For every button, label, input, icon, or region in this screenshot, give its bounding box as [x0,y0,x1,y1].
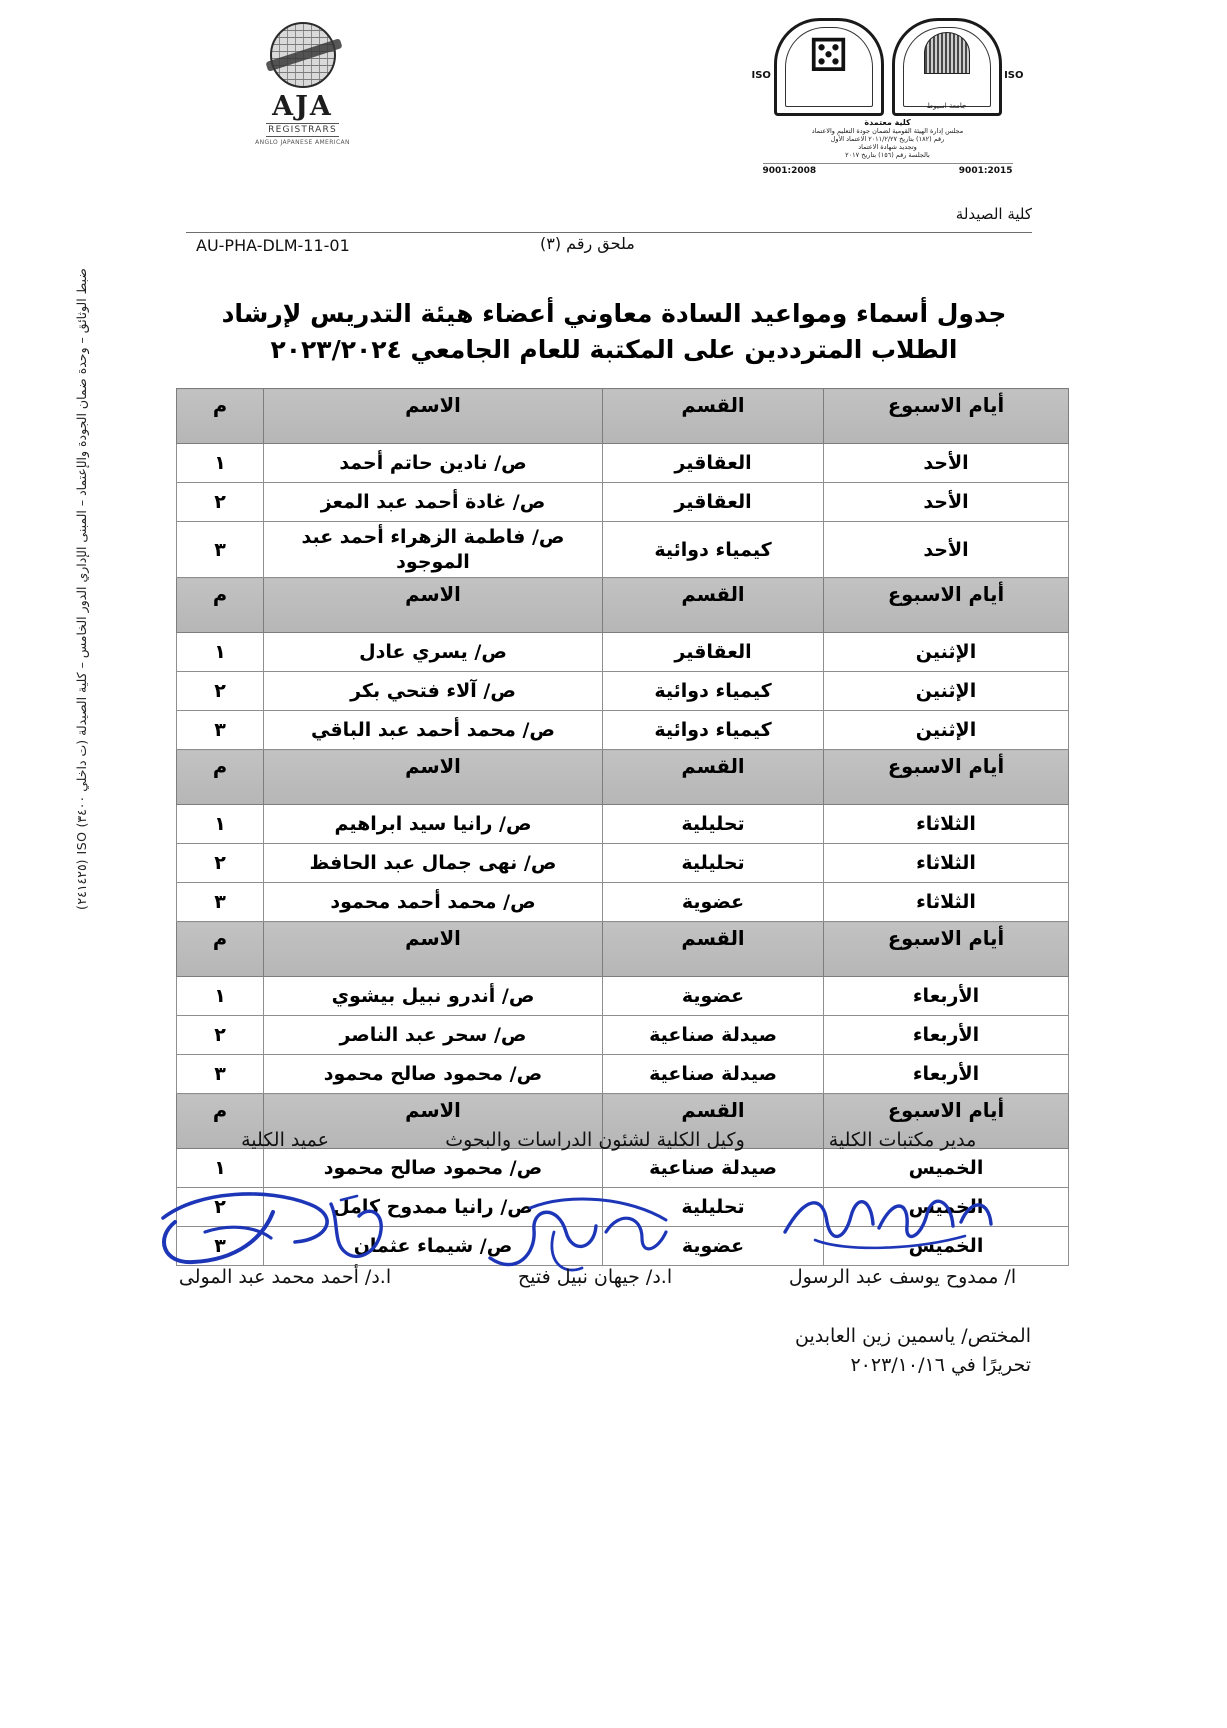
header-cell-days: أيام الاسبوع [824,1094,1069,1149]
cell-name: ص/ يسري عادل [264,633,603,672]
globe-icon [270,22,336,88]
iso-code-right: 9001:2008 [762,165,817,176]
cell-dept: تحليلية [603,1188,824,1227]
header-cell-name: الاسم [264,750,603,805]
signature-ink-director [775,1174,1005,1254]
header-cell-dept: القسم [603,922,824,977]
table-row [177,483,1069,522]
cell-dept: تحليلية [603,844,824,883]
header-cell-dept: القسم [603,1094,824,1149]
page-title [196,296,1032,369]
signature-role-vice-dean: وكيل الكلية لشئون الدراسات والبحوث [445,1129,745,1151]
header-cell-num: م [177,389,264,444]
aja-logo-registrars: REGISTRARS [268,125,337,135]
cell-dept: كيمياء دوائية [603,522,824,578]
cell-num: ٣ [177,711,264,750]
cell-day: الخميس [824,1188,1069,1227]
cell-name: ص/ رانيا ممدوح كامل [264,1188,603,1227]
accreditation-caption [760,118,1015,160]
header-cell-days: أيام الاسبوع [824,389,1069,444]
table-row [177,1055,1069,1094]
cell-dept: العقاقير [603,483,824,522]
cell-num: ١ [177,444,264,483]
signature-name-vice-dean: ا.د/ جيهان نبيل فتيح [517,1266,673,1288]
cell-day: الإثنين [824,633,1069,672]
table-header-row [177,922,1069,977]
iso-badge-right: ISO [1004,70,1024,81]
cell-num: ١ [177,633,264,672]
cell-name: ص/ نادين حاتم أحمد [264,444,603,483]
college-header: كلية الصيدلة [955,205,1032,223]
table-row [177,633,1069,672]
cell-num: ٣ [177,1055,264,1094]
header-cell-dept: القسم [603,578,824,633]
footer-written-on: تحريرًا في ٢٠٢٣/١٠/١٦ [850,1354,1031,1377]
signature-role-dean: عميد الكلية [241,1129,329,1151]
cell-num: ٢ [177,1016,264,1055]
cell-num: ١ [177,805,264,844]
university-accreditation-logo [751,18,1024,176]
aja-logo [255,22,350,157]
cell-day: الخميس [824,1149,1069,1188]
cell-name: ص/ سحر عبد الناصر [264,1016,603,1055]
header-cell-days: أيام الاسبوع [824,750,1069,805]
cell-name: ص/ محمود صالح محمود [264,1055,603,1094]
cell-num: ٢ [177,844,264,883]
cell-name: ص/ آلاء فتحي بكر [264,672,603,711]
table-row [177,1016,1069,1055]
accreditation-line-5: بالجلسة رقم (١٥٦) بتاريخ ٢٠١٧ [845,151,930,160]
cell-dept: تحليلية [603,805,824,844]
cell-dept: صيدلة صناعية [603,1055,824,1094]
aja-logo-title: AJA [272,91,333,122]
cell-day: الإثنين [824,711,1069,750]
header-cell-num: م [177,578,264,633]
header-cell-num: م [177,750,264,805]
accreditation-line-1: كلية معتمدة [864,118,911,127]
iso-code-left: 9001:2015 [958,165,1013,176]
cell-dept: العقاقير [603,633,824,672]
header-cell-num: م [177,1094,264,1149]
cell-num: ١ [177,1149,264,1188]
cell-num: ١ [177,977,264,1016]
cell-day: الأحد [824,444,1069,483]
cell-day: الأحد [824,522,1069,578]
cell-day: الإثنين [824,672,1069,711]
accreditation-line-4: وتجديد شهادة الاعتماد [858,143,917,152]
header-cell-name: الاسم [264,922,603,977]
margin-side-text: ضبط الوثائق – وحدة ضمان الجودة والإعتماد – المبنى الإداري الدور الخامس – كلية الصيدلة (ت داخلي ٣٤٠٠) ISO (٢٤١٤٢٥) [74,268,89,910]
cell-day: الأحد [824,483,1069,522]
page-title-line-2: الطلاب المترددين على المكتبة للعام الجامعي ٢٠٢٣/٢٠٢٤ [270,335,958,365]
table-row [177,844,1069,883]
cell-dept: صيدلة صناعية [603,1016,824,1055]
cell-name: ص/ غادة أحمد عبد المعز [264,483,603,522]
cell-day: الثلاثاء [824,883,1069,922]
cell-num: ٣ [177,522,264,578]
cell-num: ٣ [177,1227,264,1266]
cell-day: الأربعاء [824,977,1069,1016]
cell-day: الأربعاء [824,1055,1069,1094]
header-cell-num: م [177,922,264,977]
header-cell-name: الاسم [264,1094,603,1149]
signature-ink-vice-dean [470,1188,700,1278]
serpent-bowl-icon: ⚄ [808,28,849,82]
cell-name: ص/ نهى جمال عبد الحافظ [264,844,603,883]
dome-icon [924,32,970,74]
university-seal [892,18,1002,116]
seal-group [751,18,1024,116]
cell-num: ٢ [177,1188,264,1227]
cell-dept: العقاقير [603,444,824,483]
cell-dept: كيمياء دوائية [603,672,824,711]
cell-dept: عضوية [603,977,824,1016]
header-cell-name: الاسم [264,578,603,633]
cell-name: ص/ محمد أحمد محمود [264,883,603,922]
signature-block-dean [150,1126,420,1288]
cell-name: ص/ شيماء عثمان [264,1227,603,1266]
aja-logo-subtitle: ANGLO JAPANESE AMERICAN [255,139,350,146]
university-seal-caption: جامعة اسيوط [926,102,967,110]
document-code: AU-PHA-DLM-11-01 [196,236,350,255]
accreditation-line-3: رقم (١٨٢) بتاريخ ٢٠١١/٢/٢٧ الاعتماد الأول [830,135,945,144]
table-row [177,522,1069,578]
cell-num: ٢ [177,672,264,711]
table-header-row [177,389,1069,444]
cell-name: ص/ فاطمة الزهراء أحمد عبد الموجود [264,522,603,578]
table-row [177,444,1069,483]
iso-badge-left: ISO [751,70,771,81]
cell-name: ص/ محمد أحمد عبد الباقي [264,711,603,750]
table-header-row [177,750,1069,805]
table-row [177,805,1069,844]
header-cell-name: الاسم [264,389,603,444]
signature-row [140,1126,1040,1306]
page-title-line-1: جدول أسماء ومواعيد السادة معاوني أعضاء هيئة التدريس لإرشاد [221,299,1007,328]
cell-dept: صيدلة صناعية [603,1149,824,1188]
table-row [177,672,1069,711]
cell-day: الثلاثاء [824,844,1069,883]
cell-name: ص/ رانيا سيد ابراهيم [264,805,603,844]
cell-dept: كيمياء دوائية [603,711,824,750]
cell-num: ٣ [177,883,264,922]
cell-num: ٢ [177,483,264,522]
cell-dept: عضوية [603,1227,824,1266]
signature-name-director: ا/ ممدوح يوسف عبد الرسول [788,1266,1017,1288]
signature-ink-dean [145,1178,405,1270]
table-row [177,977,1069,1016]
footer-specialist: المختص/ ياسمين زين العابدين [795,1325,1031,1347]
cell-dept: عضوية [603,883,824,922]
pharmacy-seal-inner [785,27,873,107]
header-cell-days: أيام الاسبوع [824,922,1069,977]
header-cell-dept: القسم [603,750,824,805]
signature-name-dean: ا.د/ أحمد محمد عبد المولى [178,1266,392,1288]
iso-codes-row [763,163,1013,176]
table-row [177,711,1069,750]
table-row [177,883,1069,922]
cell-name: ص/ محمود صالح محمود [264,1149,603,1188]
cell-day: الثلاثاء [824,805,1069,844]
cell-name: ص/ أندرو نبيل بيشوي [264,977,603,1016]
table-header-row [177,578,1069,633]
header-cell-days: أيام الاسبوع [824,578,1069,633]
header-divider [186,232,1032,233]
signature-role-director: مدير مكتبات الكلية [828,1129,977,1151]
pharmacy-seal [774,18,884,116]
university-seal-inner [903,27,991,107]
footer-notes [795,1322,1031,1381]
cell-day: الخميس [824,1227,1069,1266]
cell-day: الأربعاء [824,1016,1069,1055]
annex-label: ملحق رقم (٣) [540,234,635,253]
header-cell-dept: القسم [603,389,824,444]
accreditation-line-2: مجلس إدارة الهيئة القومية لضمان جودة التعليم والاعتماد [811,127,964,135]
